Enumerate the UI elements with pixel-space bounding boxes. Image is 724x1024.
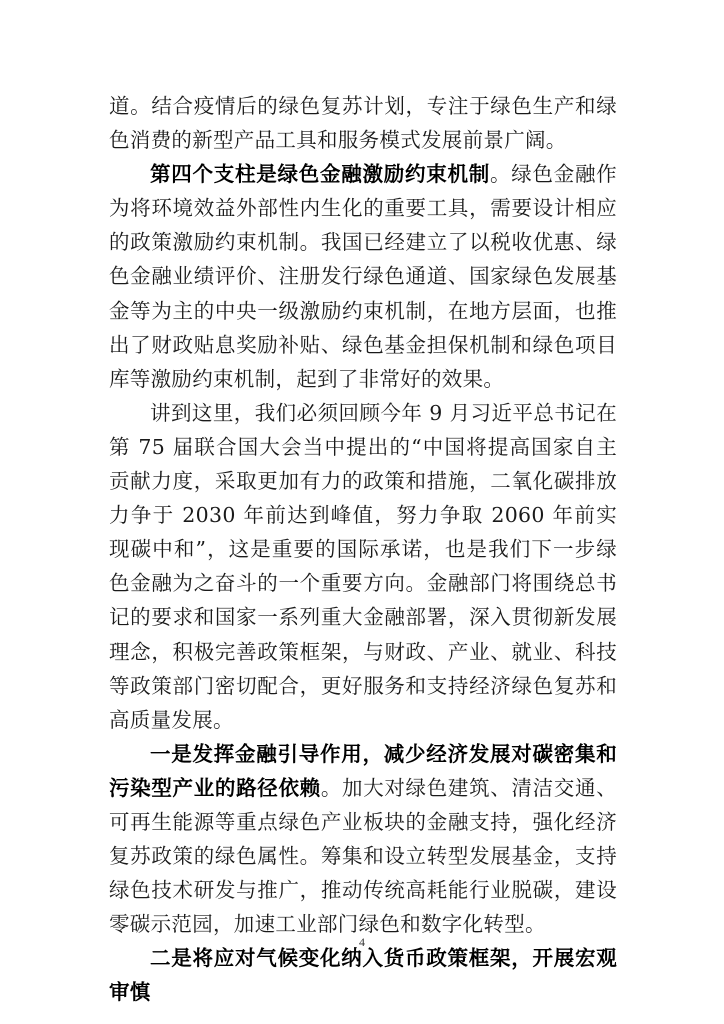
paragraph-lead-bold: 一是发挥金融引导作用，减少经济发展对碳密集和污染型产业的路径依赖 (109, 741, 617, 800)
body-text (109, 89, 617, 1010)
page-number: 4 (359, 935, 365, 949)
paragraph-text: 讲到这里，我们必须回顾今年 9 月习近平总书记在第 75 届联合国大会当中提出的“中国将提高国家自主贡献力度，采取更加有力的政策和措施，二氧化碳排放力争于 2030 年前达到峰值，努力争取 2060 年前实现碳中和”，这是重要的国际承诺，也是我们下一步绿色金融为之奋斗的一个重要方向。金融部门将围绕总书记的要求和国家一系列重大金融部署，深入贯彻新发展理念，积极完善政策框架，与财政、产业、就业、科技等政策部门密切配合，更好服务和支持经济绿色复苏和高质量发展。 (109, 400, 617, 732)
paragraph-lead-bold: 第四个支柱是绿色金融激励约束机制 (150, 162, 490, 187)
paragraph-point-one (109, 737, 617, 942)
paragraph-point-two (109, 941, 617, 1009)
paragraph-un-commitment (109, 396, 617, 737)
paragraph-fourth-pillar (109, 157, 617, 396)
paragraph-text: 。绿色金融作为将环境效益外部性内生化的重要工具，需要设计相应的政策激励约束机制。我国已经建立了以税收优惠、绿色金融业绩评价、注册发行绿色通道、国家绿色发展基金等为主的中央一级激励约束机制，在地方层面，也推出了财政贴息奖励补贴、绿色基金担保机制和绿色项目库等激励约束机制，起到了非常好的效果。 (109, 162, 617, 391)
paragraph-text: 道。结合疫情后的绿色复苏计划，专注于绿色生产和绿色消费的新型产品工具和服务模式发展前景广阔。 (109, 94, 617, 153)
paragraph-text: 。加大对绿色建筑、清洁交通、可再生能源等重点绿色产业板块的金融支持，强化经济复苏政策的绿色属性。筹集和设立转型发展基金，支持绿色技术研发与推广，推动传统高耗能行业脱碳，建设零碳示范园，加速工业部门绿色和数字化转型。 (109, 775, 617, 937)
paragraph-lead-bold: 二是将应对气候变化纳入货币政策框架，开展宏观审慎 (109, 946, 617, 1005)
paragraph-continuation (109, 89, 617, 157)
